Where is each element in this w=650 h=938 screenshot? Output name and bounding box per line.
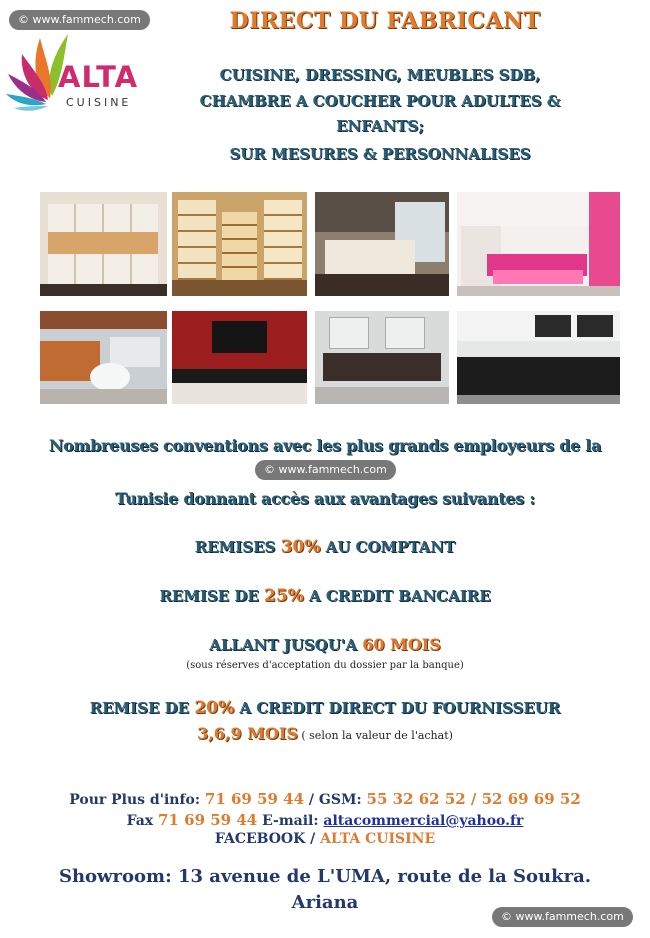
fax-label: Fax: [126, 813, 159, 829]
watermark-top: © www.fammech.com: [9, 10, 150, 30]
contact-facebook: [0, 831, 650, 847]
subtitle-line-4: SUR MESURES & PERSONNALISES: [229, 145, 531, 163]
offer-supplier-months-note: ( selon la valeur de l'achat): [297, 729, 453, 742]
page-title: DIRECT DU FABRICANT: [229, 8, 541, 34]
gsm-label: / GSM:: [304, 792, 367, 808]
facebook-name[interactable]: ALTA CUISINE: [320, 831, 436, 847]
offer-cash-percent: 30%: [280, 537, 321, 557]
photo-kitchen: [40, 311, 167, 404]
offer-cash: [0, 537, 650, 557]
showroom-line-2: Ariana: [291, 892, 359, 913]
conventions-line-2: Tunisie donnant accès aux avantages suivantes :: [115, 489, 535, 508]
photo-bathroom: [315, 311, 449, 404]
offer-bank-prefix: REMISE DE: [159, 587, 264, 605]
offer-bank-suffix: A CREDIT BANCAIRE: [303, 587, 491, 605]
photo-dark-kitchen: [457, 311, 620, 404]
offer-months-value: 60 MOIS: [362, 635, 441, 654]
gsm-phone[interactable]: 55 32 62 52 / 52 69 69 52: [366, 790, 581, 808]
watermark-bottom: © www.fammech.com: [492, 907, 633, 927]
offer-months: [0, 635, 650, 654]
subtitle-line-1: CUISINE, DRESSING, MEUBLES SDB,: [219, 66, 541, 84]
offer-supplier-prefix: REMISE DE: [89, 699, 195, 717]
offer-supplier-months-value: 3,6,9 MOIS: [197, 724, 298, 743]
offer-supplier-suffix: A CREDIT DIRECT DU FOURNISSEUR: [234, 699, 561, 717]
photo-bedroom: [315, 192, 449, 296]
fax-phone[interactable]: 71 69 59 44: [158, 811, 258, 829]
info-label: Pour Plus d'info:: [69, 792, 205, 808]
photo-walk-in-closet: [172, 192, 307, 296]
contact-phones: [0, 790, 650, 808]
logo-sub: CUISINE: [66, 96, 132, 109]
contact-fax-email: [0, 811, 650, 829]
info-phone[interactable]: 71 69 59 44: [204, 790, 305, 808]
offer-bank-credit: [0, 586, 650, 606]
offer-supplier-percent: 20%: [194, 698, 235, 718]
offer-supplier-credit: [0, 698, 650, 718]
showroom-line-1: Showroom: 13 avenue de L'UMA, route de la Soukra.: [58, 866, 592, 887]
conventions-line-1: Nombreuses conventions avec les plus grands employeurs de la: [48, 436, 602, 455]
photo-wardrobe: [40, 192, 167, 296]
photo-kids-bedroom: [457, 192, 620, 296]
facebook-label: FACEBOOK /: [214, 831, 321, 847]
offer-supplier-months: [0, 724, 650, 743]
email-label: E-mail:: [257, 813, 324, 829]
offer-bank-percent: 25%: [264, 586, 304, 606]
watermark-middle: © www.fammech.com: [255, 460, 396, 480]
offer-cash-prefix: REMISES: [194, 538, 281, 556]
logo-brand: ALTA: [58, 60, 139, 94]
offer-months-prefix: ALLANT JUSQU'A: [209, 636, 363, 654]
photo-tv-unit: [172, 311, 307, 404]
subtitle-line-2: CHAMBRE A COUCHER POUR ADULTES &: [199, 92, 561, 110]
offer-months-note: (sous réserves d'acceptation du dossier par la banque): [186, 660, 464, 671]
offer-cash-suffix: AU COMPTANT: [320, 538, 456, 556]
email-link[interactable]: altacommercial@yahoo.fr: [323, 813, 524, 829]
subtitle-line-3: ENFANTS;: [336, 117, 424, 135]
